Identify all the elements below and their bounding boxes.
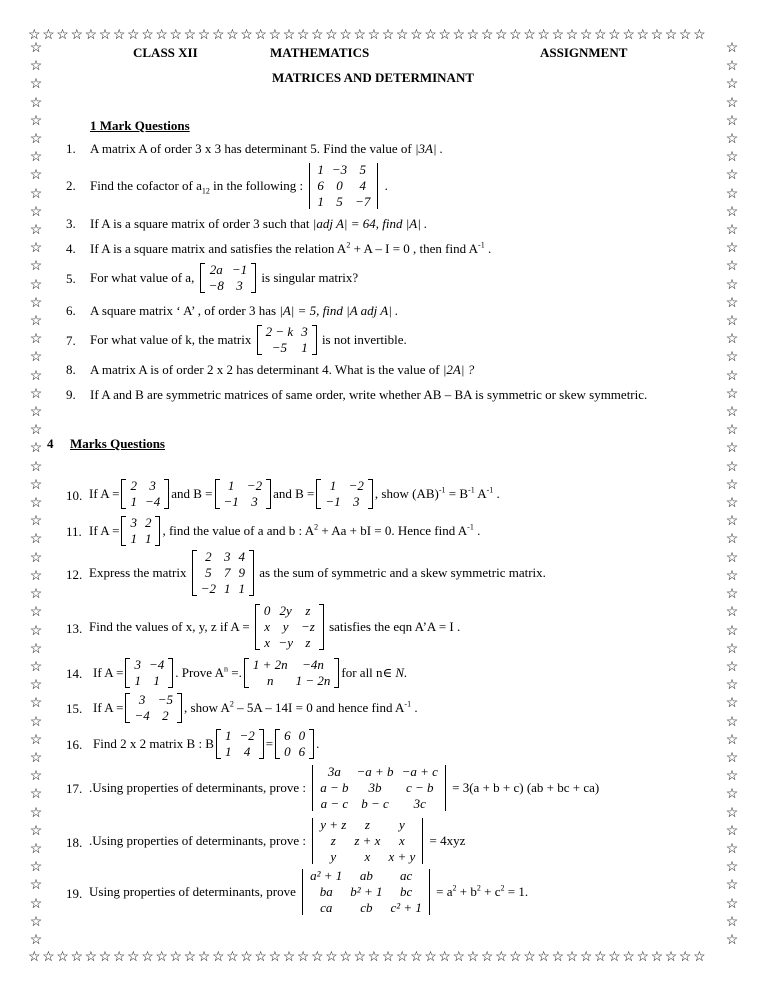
q19-determinant-cell-0-1: ab — [359, 868, 373, 883]
q6-pre: A square matrix ‘ A’ , of order 3 has — [90, 303, 277, 318]
q19-c: + b — [456, 884, 477, 899]
q13-matrix-cell-0-1: 2y — [279, 603, 292, 618]
q10-sup3: -1 — [486, 485, 494, 495]
four-marks-number: 4 — [47, 436, 54, 451]
q4-number: 4. — [66, 241, 76, 256]
q16-number: 16. — [66, 737, 83, 752]
q17-determinant-cell-0-2: −a + c — [401, 764, 438, 779]
question-6 — [90, 303, 398, 319]
class-label: CLASS XII — [133, 45, 198, 60]
q16-matrix-result-cell-0-1: 0 — [298, 728, 306, 743]
q12-matrix-cell-2-0: −2 — [200, 581, 217, 596]
q19-determinant-cell-0-2: ac — [400, 868, 413, 883]
q19-sup-c: 2 — [500, 883, 505, 893]
q15-b: , show A — [184, 700, 230, 715]
q2-determinant-cell-1-2: 4 — [359, 178, 366, 193]
q19-determinant-cell-1-0: ba — [319, 884, 333, 899]
q2-determinant-cell-1-0: 6 — [317, 178, 324, 193]
q14-matrix-an-cell-1-1: 1 − 2n — [295, 673, 331, 688]
q10-matrix-b2-cell-0-0: 1 — [329, 478, 337, 493]
q18-determinant-cell-0-0: y + z — [320, 817, 347, 832]
q9-number: 9. — [66, 387, 76, 402]
q19-e: = 1. — [504, 884, 529, 899]
q15-number: 15. — [66, 701, 83, 716]
q13-matrix-cell-1-0: x — [264, 619, 271, 634]
q16-matrix-result-cell-0-0: 6 — [284, 728, 291, 743]
four-marks-heading: Marks Questions — [70, 436, 165, 451]
q19-d: + c — [480, 884, 501, 899]
subject-label: MATHEMATICS — [270, 45, 370, 60]
q15-sup2: 2 — [229, 699, 234, 709]
q14-matrix-a-cell-0-0: 3 — [134, 657, 141, 672]
q18-determinant-cell-1-0: z — [330, 833, 336, 848]
q15-matrix — [125, 692, 182, 724]
q14-supn: n — [223, 664, 228, 674]
q4-end: . — [484, 241, 492, 256]
q14-matrix-a — [125, 657, 173, 689]
q14-matrix-an — [244, 657, 340, 689]
q19-a: Using properties of determinants, prove — [89, 884, 296, 899]
q3-number: 3. — [66, 216, 76, 231]
q14-b: . Prove A — [175, 665, 224, 680]
q13-matrix-cell-0-0: 0 — [263, 603, 271, 618]
q2-determinant-cell-2-2: −7 — [355, 194, 371, 209]
question-2 — [90, 162, 388, 210]
q17-determinant-cell-2-1: b − c — [361, 796, 389, 811]
q5-matrix-cell-1-0: −8 — [208, 278, 224, 293]
question-15 — [93, 692, 418, 724]
q19-determinant-cell-2-2: c² + 1 — [390, 900, 422, 915]
question-1 — [90, 141, 443, 157]
q12-matrix-cell-0-2: 4 — [238, 549, 246, 564]
q14-matrix-a-cell-0-1: −4 — [148, 657, 165, 672]
q18-number: 18. — [66, 835, 83, 850]
q6-number: 6. — [66, 303, 76, 318]
q11-sup2: 2 — [314, 522, 319, 532]
q10-f: A — [474, 486, 487, 501]
q11-matrix-cell-1-0: 1 — [130, 531, 137, 546]
q12-matrix-cell-1-0: 5 — [205, 565, 212, 580]
q11-d: . — [473, 523, 481, 538]
q13-matrix — [255, 603, 324, 651]
question-19 — [89, 868, 528, 916]
q13-matrix-cell-2-2: z — [305, 635, 311, 650]
q18-determinant-cell-0-2: y — [398, 817, 405, 832]
q11-matrix-cell-0-0: 3 — [130, 515, 137, 530]
q18-determinant-cell-1-1: z + x — [354, 833, 381, 848]
question-8 — [90, 362, 474, 378]
q8-pre: A matrix A is of order 2 x 2 has determinant 4. What is the value of — [90, 362, 440, 377]
q5-number: 5. — [66, 271, 76, 286]
q17-determinant-cell-0-1: −a + b — [356, 764, 394, 779]
q5-matrix-cell-0-1: −1 — [231, 262, 248, 277]
q16-matrix-cell-1-1: 4 — [243, 744, 251, 759]
q16-matrix-cell-1-0: 1 — [224, 744, 232, 759]
q17-determinant-cell-2-0: a − c — [320, 796, 349, 811]
q19-sup-b: 2 — [476, 883, 481, 893]
q10-matrix-b2-cell-1-0: −1 — [325, 494, 341, 509]
q16-matrix-result-cell-1-1: 6 — [298, 744, 306, 759]
q2-determinant-cell-2-0: 1 — [317, 194, 324, 209]
q14-matrix-an-cell-1-0: n — [266, 673, 274, 688]
q19-determinant — [301, 868, 431, 916]
q12-a: Express the matrix — [89, 565, 187, 580]
assignment-label: ASSIGNMENT — [540, 45, 628, 60]
q12-matrix-cell-2-2: 1 — [238, 581, 246, 596]
star-border-bottom: ☆☆☆☆☆☆☆☆☆☆☆☆☆☆☆☆☆☆☆☆☆☆☆☆☆☆☆☆☆☆☆☆☆☆☆☆☆☆☆☆☆☆☆☆☆☆☆☆ — [28, 950, 708, 965]
q10-sup2: -1 — [468, 485, 475, 495]
q2-determinant-cell-0-0: 1 — [317, 162, 324, 177]
q12-matrix-cell-0-0: 2 — [205, 549, 212, 564]
q1-text: A matrix A of order 3 x 3 has determinant 5. Find the value of — [90, 141, 412, 156]
q12-matrix-cell-1-1: 7 — [224, 565, 231, 580]
q11-matrix-cell-1-1: 1 — [144, 531, 152, 546]
question-11 — [89, 515, 480, 547]
q16-a: Find 2 x 2 matrix B : B — [93, 736, 214, 751]
q18-determinant-cell-1-2: x — [398, 833, 405, 848]
q13-number: 13. — [66, 621, 83, 636]
q14-matrix-a-cell-1-0: 1 — [134, 673, 141, 688]
question-10 — [89, 478, 500, 510]
q3-text: If A is a square matrix of order 3 such that — [90, 216, 310, 231]
q2-determinant-cell-0-2: 5 — [359, 162, 366, 177]
q5-pre: For what value of a, — [90, 270, 195, 285]
q17-determinant-cell-0-0: 3a — [327, 764, 341, 779]
q19-b: = a — [436, 884, 453, 899]
q10-matrix-a-cell-0-0: 2 — [130, 478, 137, 493]
q2-post: in the following : — [209, 178, 304, 193]
q16-matrix-result-cell-1-0: 0 — [284, 744, 291, 759]
q13-a: Find the values of x, y, z if A = — [89, 619, 250, 634]
q2-determinant-cell-2-1: 5 — [336, 194, 343, 209]
q10-e: = B — [445, 486, 469, 501]
q11-sup: -1 — [467, 522, 474, 532]
q17-a: .Using properties of determinants, prove : — [89, 780, 306, 795]
q7-number: 7. — [66, 333, 76, 348]
q16-matrix-cell-0-1: −2 — [239, 728, 255, 743]
q16-matrix — [216, 728, 264, 760]
q11-number: 11. — [66, 524, 82, 539]
q10-c: and B = — [273, 486, 315, 501]
q15-matrix-cell-1-0: −4 — [134, 708, 150, 723]
question-18 — [89, 817, 465, 865]
question-17 — [89, 764, 599, 812]
q18-determinant-cell-0-1: z — [364, 817, 370, 832]
q4-sup2: 2 — [346, 240, 351, 250]
q19-determinant-cell-2-1: cb — [360, 900, 373, 915]
q10-matrix-b-cell-0-1: −2 — [246, 478, 263, 493]
q12-matrix-cell-1-2: 9 — [238, 565, 246, 580]
question-3 — [90, 216, 427, 232]
q5-post: is singular matrix? — [261, 270, 359, 285]
q1-expr: |3A| . — [414, 141, 444, 156]
q7-matrix — [257, 324, 317, 356]
q12-matrix-cell-2-1: 1 — [224, 581, 231, 596]
q12-number: 12. — [66, 567, 83, 582]
q7-matrix-cell-1-0: −5 — [271, 340, 288, 355]
q16-matrix-cell-0-0: 1 — [224, 728, 232, 743]
q18-determinant — [311, 817, 424, 865]
q13-matrix-cell-1-2: −z — [300, 619, 315, 634]
question-5 — [90, 262, 358, 294]
topic-title: MATRICES AND DETERMINANT — [272, 70, 475, 85]
q18-b: = 4xyz — [429, 833, 466, 848]
q14-d: . — [238, 665, 242, 680]
q12-b: as the sum of symmetric and a skew symmetric matrix. — [259, 565, 546, 580]
question-7 — [90, 324, 407, 356]
q10-g: . — [493, 486, 500, 501]
q17-number: 17. — [66, 781, 83, 796]
q10-b: and B = — [171, 486, 213, 501]
star-border-right: ☆ ☆ ☆ ☆ ☆ ☆ ☆ ☆ ☆ ☆ ☆ ☆ ☆ ☆ ☆ ☆ ☆ ☆ ☆ ☆ ☆ ☆ ☆ ☆ ☆ ☆ ☆ ☆ ☆ ☆ ☆ ☆ ☆ ☆ ☆ ☆ ☆ ☆ ☆ ☆ ☆ ☆ ☆ ☆ ☆ ☆ ☆ ☆ ☆ ☆ — [725, 41, 739, 948]
q11-matrix — [121, 515, 160, 547]
q11-a: If A = — [89, 523, 120, 538]
q17-b: = 3(a + b + c) (ab + bc + ca) — [452, 780, 600, 795]
q19-sup-a: 2 — [452, 883, 457, 893]
q15-matrix-cell-0-0: 3 — [138, 692, 146, 707]
q7-matrix-cell-0-0: 2 − k — [265, 324, 294, 339]
q7-matrix-cell-0-1: 3 — [301, 324, 308, 339]
q13-matrix-cell-2-1: −y — [278, 635, 293, 650]
q2-end: . — [384, 178, 388, 193]
q19-number: 19. — [66, 886, 83, 901]
q2-number: 2. — [66, 178, 76, 193]
q13-matrix-cell-1-1: y — [282, 619, 289, 634]
q8-number: 8. — [66, 362, 76, 377]
star-border-top: ☆☆☆☆☆☆☆☆☆☆☆☆☆☆☆☆☆☆☆☆☆☆☆☆☆☆☆☆☆☆☆☆☆☆☆☆☆☆☆☆☆☆☆☆☆☆☆☆ — [28, 28, 708, 43]
q3-expr: |adj A| = 64, find |A| . — [312, 216, 428, 231]
question-13 — [89, 603, 460, 651]
q19-determinant-cell-2-0: ca — [320, 900, 333, 915]
q2-determinant-cell-0-1: −3 — [331, 162, 348, 177]
q14-matrix-an-cell-0-1: −4n — [302, 657, 324, 672]
q10-matrix-a-cell-1-0: 1 — [130, 494, 137, 509]
q10-matrix-a — [121, 478, 169, 510]
q14-e: for all n∈ — [341, 665, 393, 680]
q2-sub: 12 — [201, 186, 210, 196]
q17-determinant-cell-1-1: 3b — [368, 780, 382, 795]
q10-matrix-b-cell-1-1: 3 — [251, 494, 258, 509]
q17-determinant-cell-1-2: c − b — [405, 780, 434, 795]
q14-matrix-a-cell-1-1: 1 — [153, 673, 160, 688]
q17-determinant — [311, 764, 447, 812]
q17-determinant-cell-2-2: 3c — [413, 796, 426, 811]
q13-matrix-cell-2-0: x — [264, 635, 271, 650]
q11-b: , find the value of a and b : A — [162, 523, 315, 538]
one-mark-heading: 1 Mark Questions — [90, 118, 190, 133]
q10-matrix-b2-cell-1-1: 3 — [353, 494, 360, 509]
question-9: If A and B are symmetric matrices of same order, write whether AB – BA is symmetric or skew symmetric. — [90, 387, 648, 402]
q10-d: , show (AB) — [374, 486, 439, 501]
q15-a: If A = — [93, 700, 124, 715]
q11-matrix-cell-0-1: 2 — [144, 515, 152, 530]
q7-matrix-cell-1-1: 1 — [301, 340, 308, 355]
q19-determinant-cell-0-0: a² + 1 — [310, 868, 343, 883]
q13-b: satisfies the eqn A’A = I . — [329, 619, 461, 634]
q16-matrix-result — [275, 728, 314, 760]
q16-b: = — [265, 736, 274, 751]
q10-matrix-a-cell-0-1: 3 — [149, 478, 156, 493]
q14-a: If A = — [93, 665, 124, 680]
q5-matrix — [200, 262, 257, 294]
question-14 — [93, 657, 407, 689]
q14-matrix-an-cell-0-0: 1 + 2n — [252, 657, 288, 672]
q19-determinant-cell-1-2: bc — [400, 884, 413, 899]
q10-matrix-a-cell-1-1: −4 — [144, 494, 161, 509]
q18-determinant-cell-2-1: x — [364, 849, 371, 864]
q4-sup: -1 — [478, 240, 485, 250]
question-4 — [90, 241, 491, 257]
q1-number: 1. — [66, 141, 76, 156]
q12-matrix-cell-0-1: 3 — [224, 549, 231, 564]
question-16 — [93, 728, 319, 760]
star-border-left: ☆ ☆ ☆ ☆ ☆ ☆ ☆ ☆ ☆ ☆ ☆ ☆ ☆ ☆ ☆ ☆ ☆ ☆ ☆ ☆ ☆ ☆ ☆ ☆ ☆ ☆ ☆ ☆ ☆ ☆ ☆ ☆ ☆ ☆ ☆ ☆ ☆ ☆ ☆ ☆ ☆ ☆ ☆ ☆ ☆ ☆ ☆ ☆ ☆ ☆ — [29, 41, 43, 948]
q10-number: 10. — [66, 488, 83, 503]
q10-matrix-b — [215, 478, 272, 510]
q7-pre: For what value of k, the matrix — [90, 332, 252, 347]
q2-determinant — [308, 162, 379, 210]
q17-determinant-cell-1-0: a − b — [320, 780, 349, 795]
question-12 — [89, 549, 546, 597]
q10-matrix-b2-cell-0-1: −2 — [348, 478, 364, 493]
q14-number: 14. — [66, 666, 83, 681]
q15-c: – 5A – 14I = 0 and hence find A — [233, 700, 405, 715]
q15-matrix-cell-0-1: −5 — [157, 692, 174, 707]
q10-matrix-b-cell-1-0: −1 — [223, 494, 239, 509]
q8-expr: |2A| ? — [442, 362, 475, 377]
q10-matrix-b-cell-0-0: 1 — [227, 478, 235, 493]
q15-d: . — [411, 700, 418, 715]
q16-c: . — [316, 736, 320, 751]
q13-matrix-cell-0-2: z — [305, 603, 311, 618]
q5-matrix-cell-1-1: 3 — [236, 278, 243, 293]
q6-expr: |A| = 5, find |A adj A| . — [279, 303, 399, 318]
q18-a: .Using properties of determinants, prove : — [89, 833, 306, 848]
q18-determinant-cell-2-0: y — [330, 849, 337, 864]
q4-mid: + A – I = 0 , then find A — [350, 241, 479, 256]
q14-f: N. — [395, 665, 408, 680]
q10-sup1: -1 — [438, 485, 446, 495]
q2-determinant-cell-1-1: 0 — [336, 178, 343, 193]
q14-c: = — [227, 665, 239, 680]
q10-a: If A = — [89, 486, 120, 501]
q2-pre: Find the cofactor of a — [90, 178, 202, 193]
q4-pre: If A is a square matrix and satisfies the relation A — [90, 241, 347, 256]
q11-c: + Aa + bI = 0. Hence find A — [318, 523, 468, 538]
q5-matrix-cell-0-0: 2a — [209, 262, 223, 277]
q18-determinant-cell-2-2: x + y — [388, 849, 416, 864]
q7-post: is not invertible. — [321, 332, 407, 347]
q15-matrix-cell-1-1: 2 — [162, 708, 169, 723]
q19-determinant-cell-1-1: b² + 1 — [350, 884, 383, 899]
q10-matrix-b2 — [316, 478, 373, 510]
q15-sup: -1 — [404, 699, 412, 709]
q12-matrix — [192, 549, 254, 597]
